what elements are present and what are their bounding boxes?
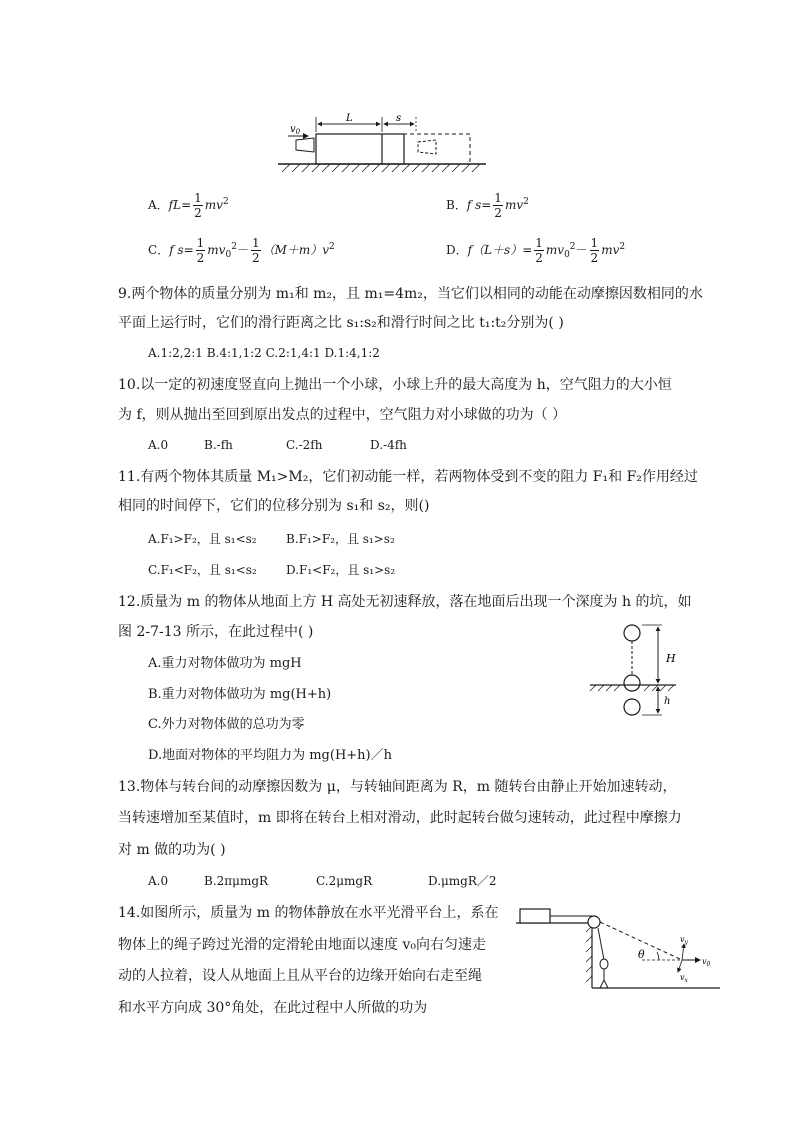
fig3-vy-label: $v_y$ [680,935,688,946]
q10-option-d: D.-4fh [370,438,407,452]
q8-option-a: A．fL= $\frac{1}{2}$ $mv^2$ [148,191,229,220]
q12-option-d: D.地面对物体的平均阻力为 mg(H+h)／h [148,748,392,763]
q13-option-b: B.2πμmgR [204,874,269,888]
fig1-L-label: L [346,113,353,124]
q11-line-1: 11.有两个物体其质量 M₁>M₂，它们初动能一样，若两物体受到不变的阻力 F₁和 F₂作用经过 [118,469,698,485]
fig1-s-label: s [396,113,402,124]
q12-line-2: 图 2-7-13 所示，在此过程中( ) [118,624,314,640]
q13-option-c: C.2μmgR [316,874,373,888]
q14-line-3: 动的人拉着，设人从地面上且从平台的边缘开始向右走至绳 [118,968,482,984]
q13-option-a: A.0 [148,874,169,888]
fig2-H-label: H [666,652,676,665]
q12-line-1: 12.质量为 m 的物体从地面上方 H 高处无初速释放，落在地面后出现一个深度为 h 的坑，如 [118,594,692,610]
q8-option-b: B．f s= $\frac{1}{2}$ $mv^2$ [446,191,529,220]
fig3-v0-label: $v_0$ [702,957,711,968]
q13-line-2: 当转速增加至某值时，m 即将在转台上相对滑动，此时起转台做匀速转动，此过程中摩擦力 [118,810,682,826]
q10-line-2: 为 f，则从抛出至回到原出发点的过程中，空气阻力对小球做的功为（ ） [118,407,567,423]
q9-line-1: 9.两个物体的质量分别为 m₁和 m₂，且 m₁=4m₂，当它们以相同的动能在动摩擦因数相同的水 [118,286,703,302]
q10-option-c: C.-2fh [286,438,323,452]
q11-option-d: D.F₁<F₂，且 s₁>s₂ [286,563,396,577]
fig1-v0-label: $v_0$ [290,124,301,136]
fig3-vx-label: $v_x$ [680,973,688,984]
q9-options: A.1:2,2:1 B.4:1,1:2 C.2:1,4:1 D.1:4,1:2 [148,346,380,360]
q11-line-2: 相同的时间停下，它们的位移分别为 s₁和 s₂，则() [118,498,430,514]
fig2-h-label: h [664,696,671,707]
q14-line-2: 物体上的绳子跨过光滑的定滑轮由地面以速度 v₀向右匀速走 [118,937,486,953]
q8-option-c: C．f s= $\frac{1}{2}$ $mv_0^2-$ $\frac{1}{2}$ $(M+m)v^2$ [148,236,335,265]
q14-line-4: 和水平方向成 30°角处，在此过程中人所做的功为 [118,1000,428,1016]
q10-option-b: B.-fh [204,438,233,452]
q12-option-b: B.重力对物体做功为 mg(H+h) [148,687,332,702]
figure-pulley-person [514,898,722,994]
q11-option-b: B.F₁>F₂，且 s₁>s₂ [286,532,395,546]
figure-falling-ball [588,622,684,722]
q14-line-1: 14.如图所示，质量为 m 的物体静放在水平光滑平台上，系在 [118,905,499,921]
q9-line-2: 平面上运行时，它们的滑行距离之比 s₁:s₂和滑行时间之比 t₁:t₂分别为( ) [118,315,564,331]
q13-option-d: D.μmgR／2 [428,874,497,888]
q10-line-1: 10.以一定的初速度竖直向上抛出一个小球，小球上升的最大高度为 h，空气阻力的大小恒 [118,377,672,393]
q11-option-c: C.F₁<F₂，且 s₁<s₂ [148,563,257,577]
q10-option-a: A.0 [148,438,169,452]
q12-option-a: A.重力对物体做功为 mgH [148,656,302,671]
q13-line-3: 对 m 做的功为( ) [118,842,226,858]
q12-option-c: C.外力对物体做的总功为零 [148,717,305,732]
q13-line-1: 13.物体与转台间的动摩擦因数为 μ，与转轴间距离为 R，m 随转台由静止开始加速转动， [118,779,677,795]
fig3-theta-label: θ [638,948,645,961]
q11-option-a: A.F₁>F₂，且 s₁<s₂ [148,532,257,546]
q8-option-d: D．f（L＋s）= $\frac{1}{2}$ $mv_0^2-$ $\frac{1}{2}$ $mv^2$ [446,236,626,265]
figure-block-slide [278,112,488,176]
